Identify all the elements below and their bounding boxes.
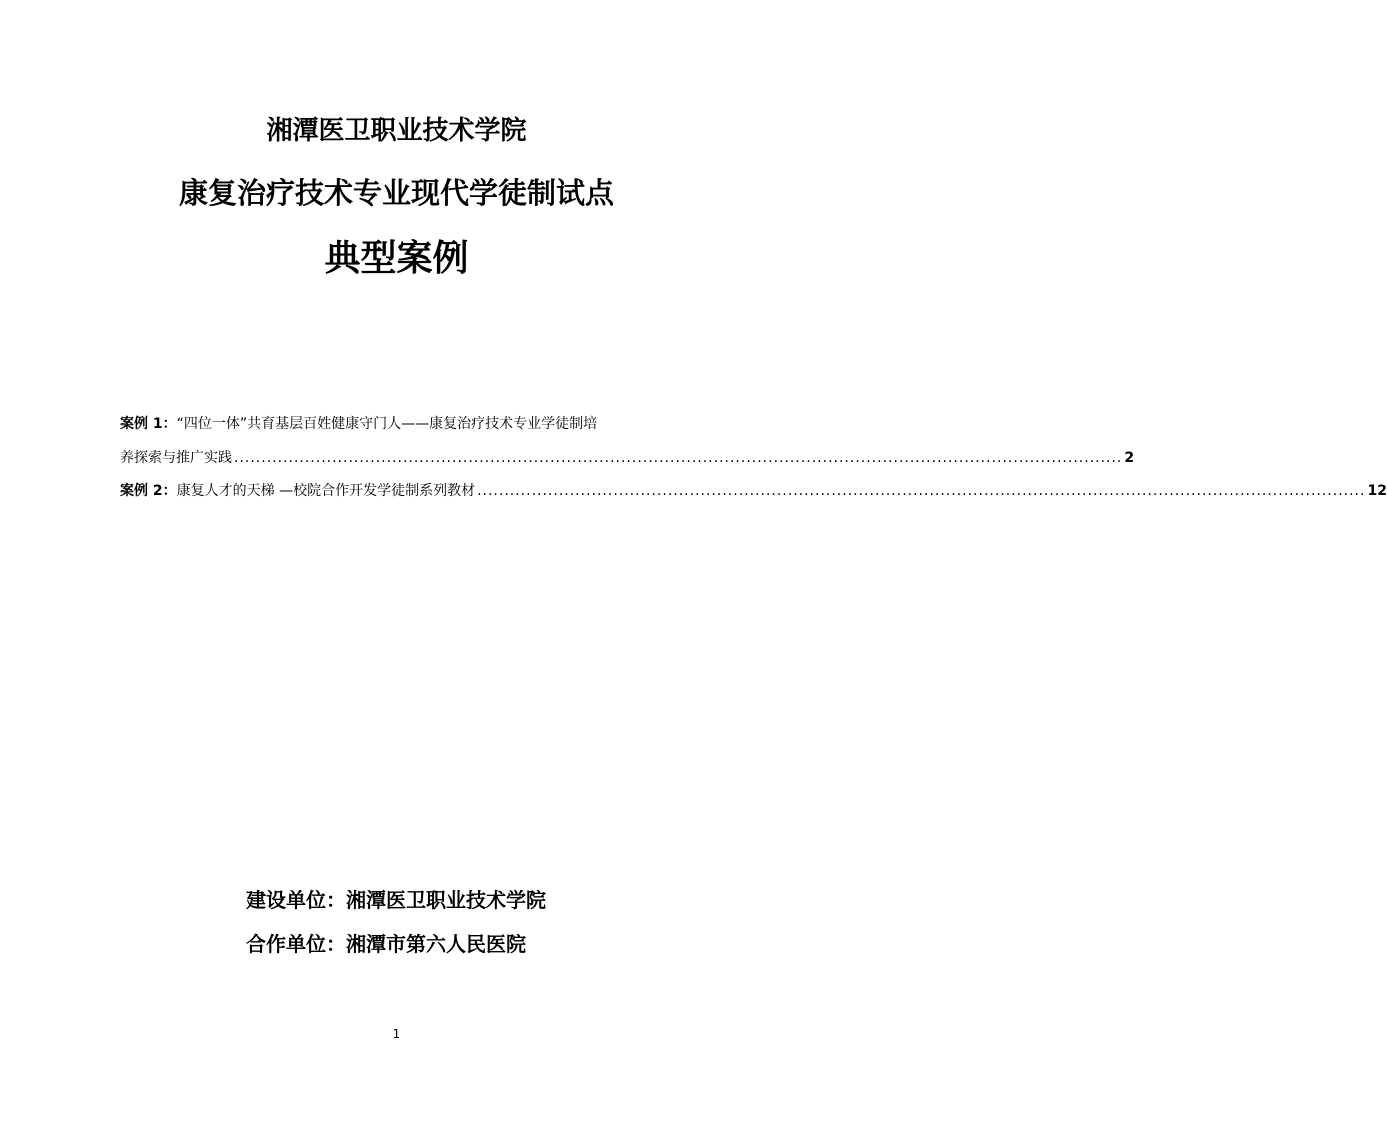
program-title: 康复治疗技术专业现代学徒制试点 — [178, 176, 614, 210]
page-number: 1 — [392, 1027, 401, 1041]
toc-entry-1-page: 2 — [1124, 450, 1135, 466]
document-title: 典型案例 — [324, 238, 469, 279]
toc-entry-1-title: “四位一体”共育基层百姓健康守门人——康复治疗技术专业学徒制培 — [176, 416, 598, 432]
toc-entry-1-continued[interactable] — [120, 447, 1135, 467]
toc-entry-2-title: 康复人才的天梯 —校院合作开发学徒制系列教材 — [176, 483, 476, 499]
construction-unit-label: 建设单位： — [246, 888, 346, 912]
cooperation-unit-value: 湘潭市第六人民医院 — [346, 932, 526, 956]
toc-entry-1-title-continued: 养探索与推广实践 — [120, 450, 232, 466]
toc-leader-dots: ................................................................................................................................................................... — [477, 483, 1366, 499]
cooperation-unit-label: 合作单位： — [246, 932, 346, 956]
toc-entry-1-label: 案例 1： — [120, 416, 177, 432]
construction-unit-value: 湘潭医卫职业技术学院 — [346, 888, 546, 912]
school-title: 湘潭医卫职业技术学院 — [266, 116, 527, 146]
cooperation-unit — [246, 928, 526, 957]
construction-unit — [246, 884, 546, 913]
toc-entry-2-label: 案例 2： — [120, 483, 177, 499]
toc-entry-2-page: 12 — [1367, 483, 1387, 499]
toc-entry-1[interactable] — [120, 413, 672, 433]
toc-leader-dots: ................................................................................................................................................................... — [234, 450, 1123, 466]
toc-entry-2[interactable] — [120, 480, 1387, 500]
